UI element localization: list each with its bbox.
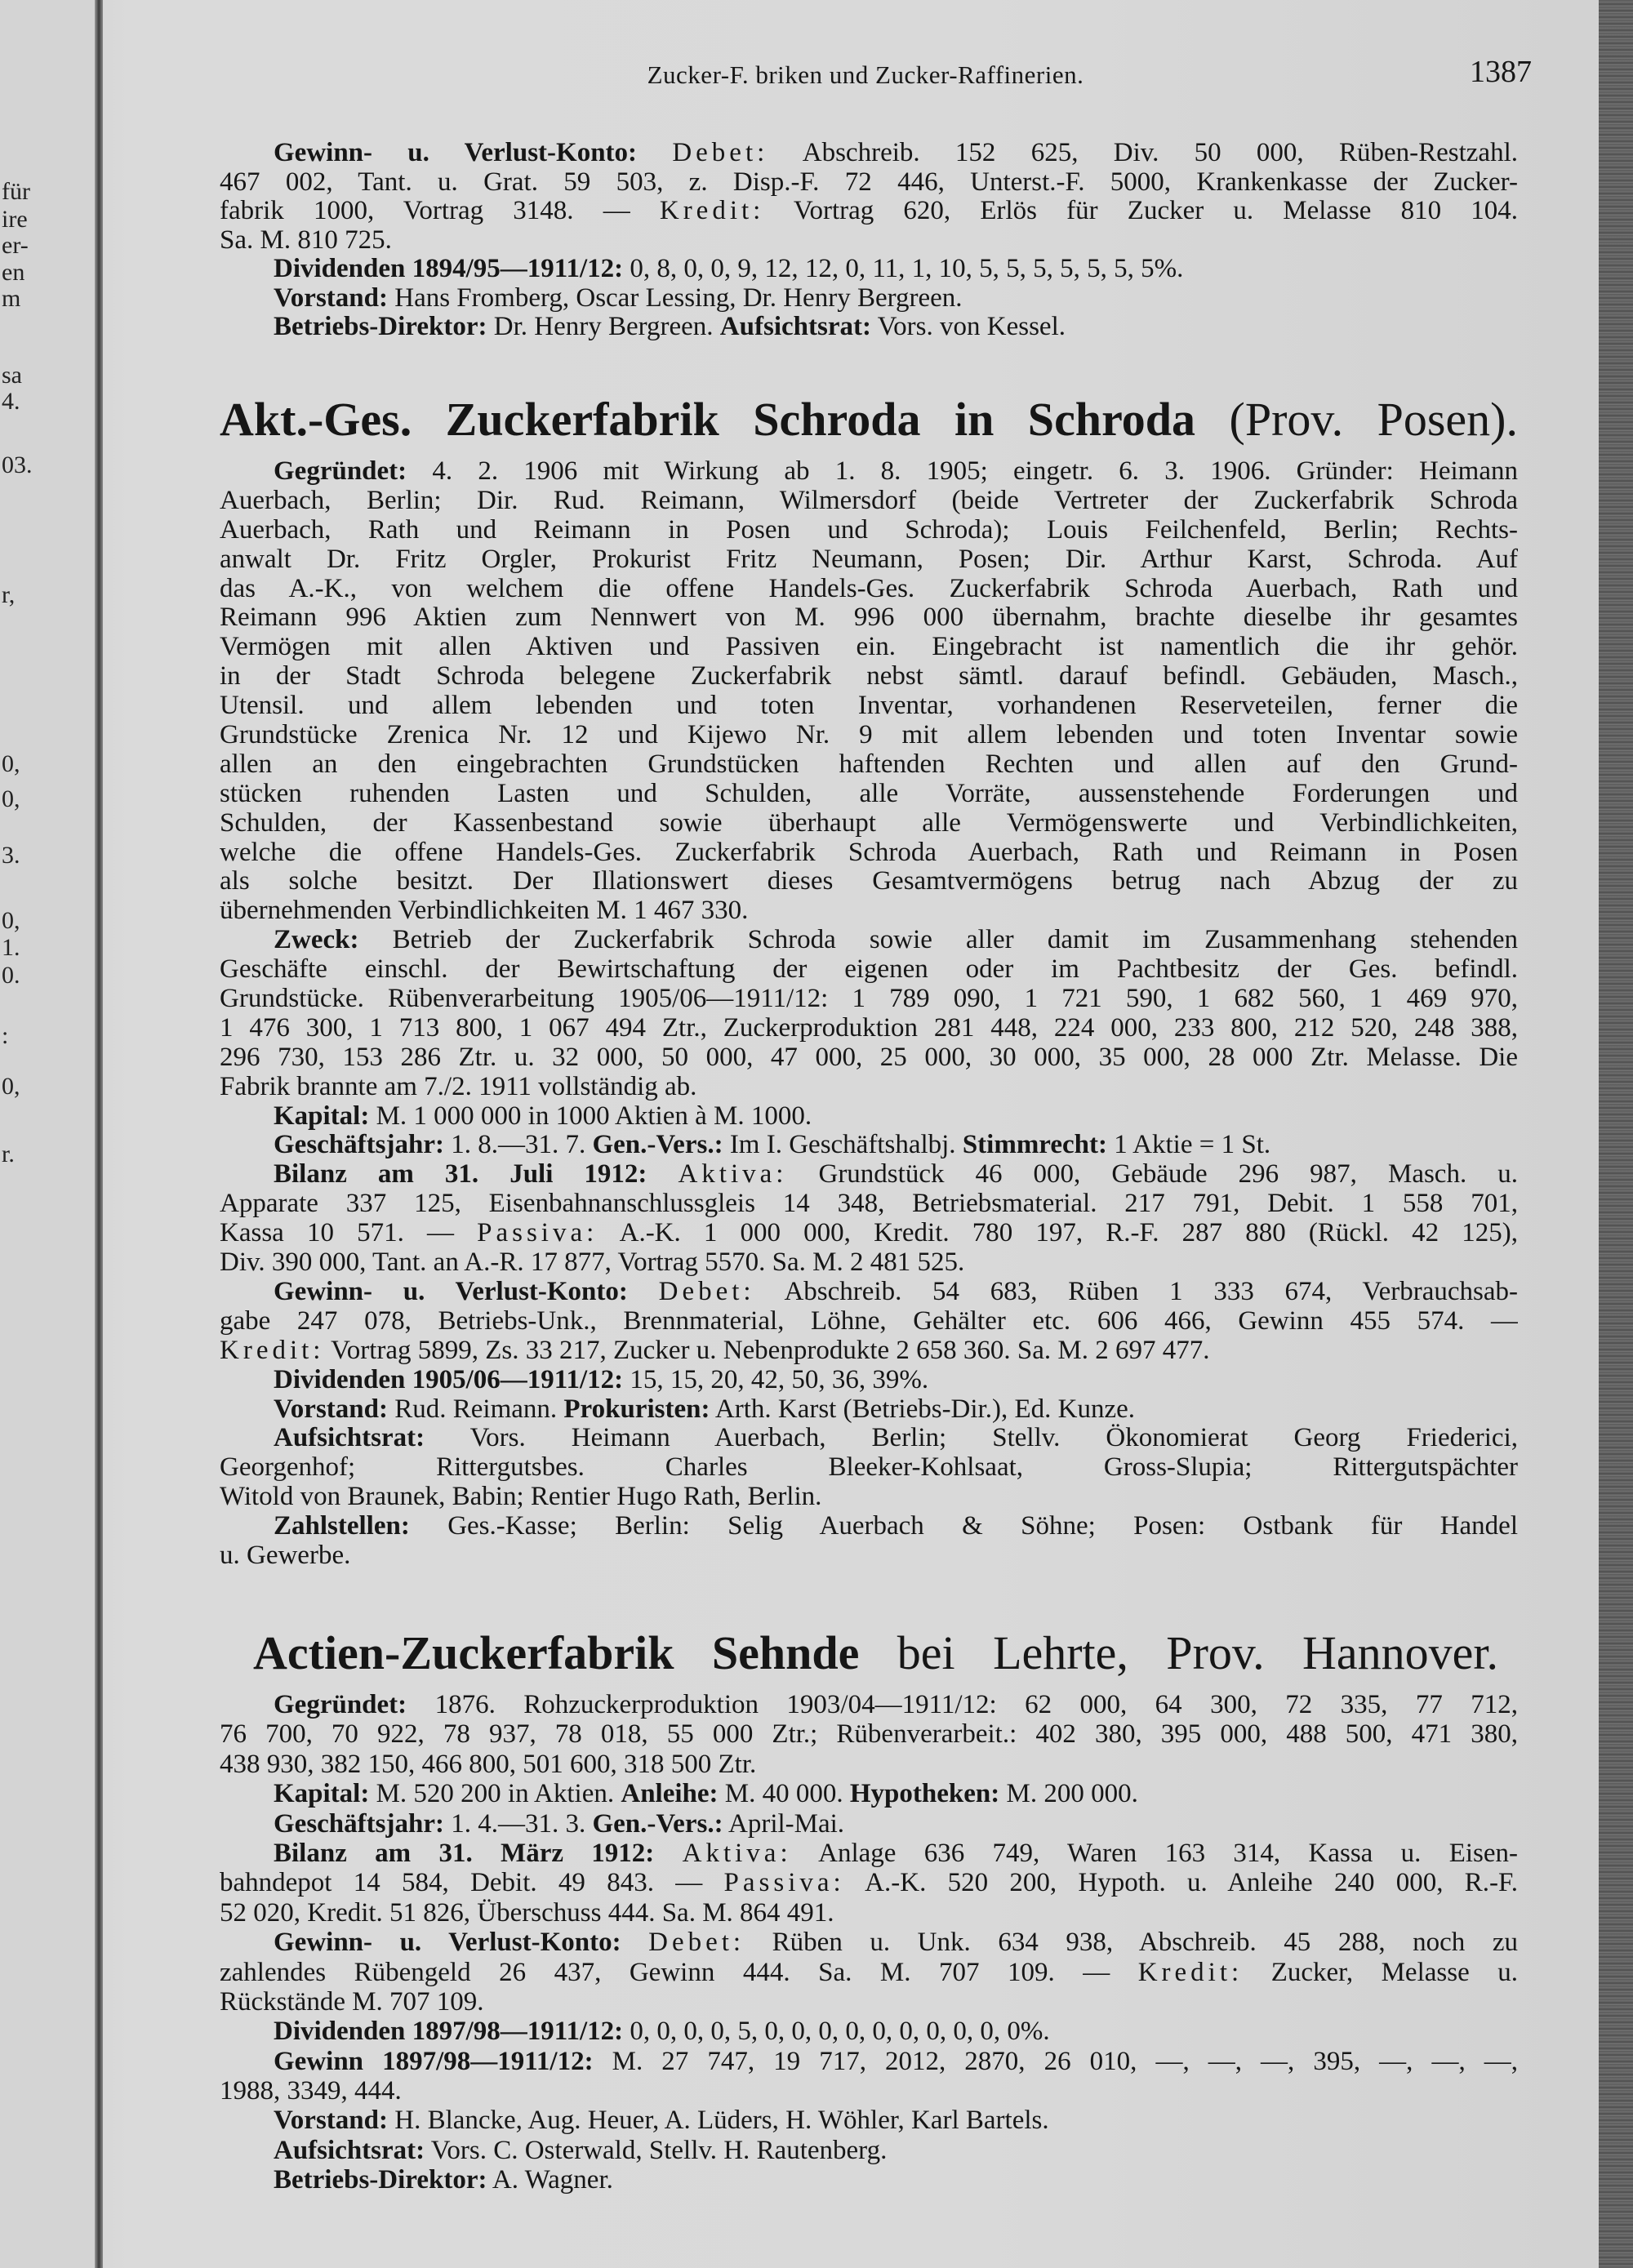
- facing-page-fragment: 0,: [2, 750, 20, 777]
- text-line: [220, 955, 1518, 985]
- text-line: [220, 603, 1518, 633]
- text-line: [220, 1102, 1518, 1132]
- text-line: [220, 926, 1518, 955]
- spaced-label: Aktiva:: [678, 1160, 788, 1190]
- field-text: [647, 1160, 678, 1189]
- entry-schroda: [220, 457, 1518, 1571]
- facing-page-fragment: 0.: [2, 962, 20, 989]
- spaced-label: Passiva:: [723, 1868, 845, 1898]
- text-line: [220, 809, 1518, 838]
- text-line: [220, 1190, 1518, 1219]
- field-text: 0, 8, 0, 0, 9, 12, 12, 0, 11, 1, 10, 5, 5, 5, 5, 5, 5, 5%.: [623, 254, 1184, 283]
- field-label: Dividenden 1897/98—1911/12:: [274, 2017, 624, 2047]
- field-text: Grundstücke. Rübenverarbeitung 1905/06—1911/12: 1 789 090, 1 721 590, 1 682 560, 1 469 970,: [220, 985, 1518, 1014]
- field-label: Gewinn- u. Verlust-Konto:: [274, 1928, 621, 1958]
- entry-title-name: Akt.-Ges. Zuckerfabrik Schroda in Schroda: [220, 393, 1196, 446]
- text-line: [220, 1483, 1518, 1512]
- field-text: das A.-K., von welchem die offene Handels-Ges. Zuckerfabrik Schroda Auerbach, Rath und: [220, 574, 1518, 603]
- field-text: [637, 139, 672, 167]
- text-line: [220, 197, 1518, 226]
- text-line: [220, 1898, 1518, 1928]
- text-line: [220, 867, 1518, 896]
- text-line: [220, 896, 1518, 926]
- field-text: bahndepot 14 584, Debit. 49 843. —: [220, 1868, 724, 1898]
- entry-title-location: (Prov. Posen).: [1195, 393, 1518, 446]
- text-line: [220, 1307, 1518, 1336]
- text-line: [220, 2165, 1518, 2195]
- text-line: [220, 1809, 1518, 1839]
- text-line: [220, 313, 1518, 342]
- spaced-label: Debet:: [672, 139, 769, 167]
- text-line: [220, 1366, 1518, 1395]
- field-text: 0, 0, 0, 0, 5, 0, 0, 0, 0, 0, 0, 0, 0, 0, 0%.: [623, 2017, 1050, 2047]
- previous-entry-continuation: [220, 139, 1518, 342]
- field-label: Stimmrecht:: [962, 1130, 1107, 1160]
- field-text: fabrik 1000, Vortrag 3148. —: [220, 197, 660, 225]
- text-line: [220, 1453, 1518, 1483]
- facing-page-fragment: 0,: [2, 1073, 20, 1100]
- text-line: [220, 662, 1518, 692]
- field-text: gabe 247 078, Betriebs-Unk., Brennmaterial, Löhne, Gehälter etc. 606 466, Gewinn 455 574. —: [220, 1306, 1518, 1336]
- facing-page-fragment: für: [2, 178, 30, 205]
- field-text: Vors. C. Osterwald, Stellv. H. Rautenberg.: [425, 2135, 888, 2165]
- field-text: 15, 15, 20, 42, 50, 36, 39%.: [623, 1364, 929, 1394]
- text-line: [220, 1750, 1518, 1779]
- field-text: Vortrag 5899, Zs. 33 217, Zucker u. Nebenprodukte 2 658 360. Sa. M. 2 697 477.: [324, 1335, 1210, 1365]
- field-text: 1. 8.—31. 7.: [443, 1130, 593, 1160]
- field-text: M. 40 000.: [718, 1779, 850, 1809]
- field-text: Vermögen mit allen Aktiven und Passiven ein. Eingebracht ist namentlich die ihr gehör.: [220, 633, 1518, 662]
- text-line: [220, 168, 1518, 198]
- field-text: Arth. Karst (Betriebs-Dir.), Ed. Kunze.: [710, 1394, 1135, 1424]
- field-label: Vorstand:: [274, 2106, 388, 2136]
- text-line: [220, 1336, 1518, 1366]
- field-text: 1988, 3349, 444.: [220, 2076, 402, 2106]
- field-label: Gegründet:: [274, 457, 407, 486]
- text-line: [220, 545, 1518, 575]
- field-label: Vorstand:: [274, 1394, 388, 1424]
- field-label: Gewinn 1897/98—1911/12:: [274, 2046, 594, 2076]
- field-text: anwalt Dr. Fritz Orgler, Prokurist Fritz Neumann, Posen; Dir. Arthur Karst, Schroda. Auf: [220, 545, 1518, 574]
- field-text: Grundstück 46 000, Gebäude 296 987, Masch. u.: [787, 1160, 1518, 1190]
- field-text: Auerbach, Berlin; Dir. Rud. Reimann, Wilmersdorf (beide Vertreter der Zuckerfabrik Schroda: [220, 486, 1518, 515]
- field-text: Hans Fromberg, Oscar Lessing, Dr. Henry Bergreen.: [387, 282, 963, 313]
- text-line: [220, 2106, 1518, 2135]
- field-text: Grundstücke Zrenica Nr. 12 und Kijewo Nr. 9 mit allem lebenden und toten Inventar sowie: [220, 721, 1518, 750]
- field-label: Gewinn- u. Verlust-Konto:: [274, 1277, 628, 1306]
- field-text: zahlendes Rübengeld 26 437, Gewinn 444. Sa. M. 707 109. —: [220, 1957, 1138, 1987]
- text-line: [220, 1868, 1518, 1897]
- field-text: Rüben u. Unk. 634 938, Abschreib. 45 288, noch zu: [745, 1928, 1518, 1958]
- field-label: Gen.-Vers.:: [592, 1130, 723, 1160]
- text-line: [220, 985, 1518, 1014]
- text-line: [220, 721, 1518, 750]
- field-text: stücken ruhenden Lasten und Schulden, alle Vorräte, aussenstehende Forderungen und: [220, 779, 1518, 808]
- page-edge: [1599, 0, 1633, 2268]
- field-text: Vors. Heimann Auerbach, Berlin; Stellv. Ökonomierat Georg Friederici,: [425, 1424, 1518, 1453]
- field-text: 76 700, 70 922, 78 937, 78 018, 55 000 Ztr.; Rübenverarbeit.: 402 380, 395 000, 488 500, 471 380,: [220, 1719, 1518, 1750]
- field-label: Hypotheken:: [849, 1779, 1000, 1809]
- field-text: Betrieb der Zuckerfabrik Schroda sowie aller damit im Zusammenhang stehenden: [358, 926, 1518, 955]
- field-text: Utensil. und allem lebenden und toten Inventar, vorhandenen Reserveteilen, ferner die: [220, 692, 1518, 721]
- field-label: Aufsichtsrat:: [719, 312, 871, 341]
- text-line: [220, 2136, 1518, 2165]
- field-text: 467 002, Tant. u. Grat. 59 503, z. Disp.-F. 72 446, Unterst.-F. 5000, Krankenkasse der Zucker-: [220, 167, 1518, 197]
- facing-page-fragment: 03.: [2, 451, 33, 478]
- field-label: Betriebs-Direktor:: [274, 312, 487, 341]
- running-title: Zucker-F. briken und Zucker-Raffinerien.: [647, 60, 1084, 89]
- field-label: Kapital:: [274, 1101, 370, 1131]
- field-text: Auerbach, Rath und Reimann in Posen und Schroda); Louis Feilchenfeld, Berlin; Rechts-: [220, 515, 1518, 545]
- facing-page-fragment: 0,: [2, 785, 20, 812]
- entry-title-schroda: [220, 391, 1518, 448]
- field-text: welche die offene Handels-Ges. Zuckerfabrik Schroda Auerbach, Rath und Reimann in Posen: [220, 838, 1518, 867]
- text-line: [220, 1541, 1518, 1571]
- field-text: [654, 1839, 682, 1868]
- book-fold: [95, 0, 103, 2268]
- field-text: Vortrag 620, Erlös für Zucker u. Melasse 810 104.: [764, 197, 1518, 225]
- text-line: [220, 1719, 1518, 1749]
- entry-title-location: bei Lehrte, Prov. Hannover.: [859, 1626, 1498, 1679]
- field-text: Ges.-Kasse; Berlin: Selig Auerbach & Söhne; Posen: Ostbank für Handel: [409, 1512, 1518, 1541]
- spaced-label: Passiva:: [477, 1219, 598, 1248]
- text-line: [220, 1219, 1518, 1248]
- spaced-label: Debet:: [648, 1928, 745, 1958]
- field-text: April-Mai.: [723, 1808, 845, 1839]
- text-line: [220, 516, 1518, 545]
- field-text: A.-K. 520 200, Hypoth. u. Anleihe 240 000, R.-F.: [844, 1868, 1518, 1898]
- field-label: Aufsichtsrat:: [274, 2135, 425, 2165]
- field-text: in der Stadt Schroda belegene Zuckerfabrik nebst sämtl. darauf befindl. Gebäuden, Masch.,: [220, 662, 1518, 692]
- field-text: Anlage 636 749, Waren 163 314, Kassa u. Eisen-: [791, 1838, 1518, 1868]
- text-line: [220, 838, 1518, 868]
- field-label: Gegründet:: [274, 1690, 407, 1719]
- facing-page-fragment: 4.: [2, 388, 20, 415]
- field-label: Kapital:: [274, 1779, 370, 1809]
- text-line: [220, 1958, 1518, 1987]
- text-line: [220, 2076, 1518, 2106]
- field-label: Gewinn- u. Verlust-Konto:: [274, 139, 638, 167]
- text-line: [220, 1043, 1518, 1073]
- field-text: Vors. von Kessel.: [870, 312, 1066, 341]
- field-text: u. Gewerbe.: [220, 1540, 351, 1570]
- text-line: [220, 1248, 1518, 1278]
- text-line: [220, 1690, 1518, 1719]
- entry-title-name: Actien-Zuckerfabrik Sehnde: [253, 1626, 860, 1679]
- facing-page-fragment: 1.: [2, 934, 20, 961]
- facing-page-fragment: er-: [2, 232, 29, 259]
- field-label: Aufsichtsrat:: [274, 1424, 425, 1453]
- facing-page-fragment: m: [2, 285, 21, 312]
- text-line: [220, 1395, 1518, 1425]
- spaced-label: Kredit:: [220, 1335, 325, 1365]
- previous-page-edge: [0, 0, 95, 2268]
- field-text: Abschreib. 54 683, Rüben 1 333 674, Verbrauchsab-: [754, 1277, 1518, 1306]
- field-label: Vorstand:: [274, 282, 388, 313]
- field-text: 438 930, 382 150, 466 800, 501 600, 318 500 Ztr.: [220, 1749, 757, 1779]
- text-line: [220, 1424, 1518, 1453]
- spaced-label: Aktiva:: [682, 1838, 792, 1868]
- field-text: Georgenhof; Rittergutsbes. Charles Bleeker-Kohlsaat, Gross-Slupia; Rittergutspächter: [220, 1453, 1518, 1483]
- field-text: Sa. M. 810 725.: [220, 225, 392, 255]
- field-text: 1 476 300, 1 713 800, 1 067 494 Ztr., Zuckerproduktion 281 448, 224 000, 233 800, 212 520, 248 388,: [220, 1013, 1518, 1043]
- field-text: [628, 1278, 659, 1306]
- field-label: Bilanz am 31. März 1912:: [274, 1838, 655, 1868]
- field-label: Anleihe:: [621, 1779, 719, 1809]
- spaced-label: Debet:: [658, 1277, 755, 1306]
- field-text: M. 1 000 000 in 1000 Aktien à M. 1000.: [369, 1101, 812, 1131]
- field-text: 1876. Rohzuckerproduktion 1903/04—1911/12: 62 000, 64 300, 72 335, 77 712,: [407, 1690, 1518, 1719]
- entry-title-sehnde: [253, 1625, 1498, 1682]
- field-label: Dividenden 1905/06—1911/12:: [274, 1364, 624, 1394]
- text-line: [220, 487, 1518, 516]
- field-label: Prokuristen:: [563, 1394, 710, 1424]
- text-line: [220, 575, 1518, 604]
- field-text: übernehmenden Verbindlichkeiten M. 1 467 330.: [220, 896, 749, 926]
- field-text: H. Blancke, Aug. Heuer, A. Lüders, H. Wöhler, Karl Bartels.: [387, 2106, 1049, 2136]
- field-text: Rud. Reimann.: [387, 1394, 564, 1424]
- text-line: [220, 1131, 1518, 1160]
- text-line: [220, 1928, 1518, 1957]
- field-label: Dividenden 1894/95—1911/12:: [274, 254, 624, 283]
- spaced-label: Kredit:: [1137, 1957, 1244, 1987]
- field-text: Geschäfte einschl. der Bewirtschaftung der eigenen oder im Pachtbesitz der Ges. befindl.: [220, 955, 1518, 985]
- facing-page-fragment: ire: [2, 206, 28, 233]
- field-text: A. Wagner.: [487, 2165, 613, 2195]
- text-line: [220, 457, 1518, 487]
- field-text: Fabrik brannte am 7./2. 1911 vollständig ab.: [220, 1071, 697, 1101]
- field-text: Im I. Geschäftshalbj.: [723, 1130, 963, 1160]
- field-text: Dr. Henry Bergreen.: [487, 312, 720, 341]
- text-line: [220, 139, 1518, 168]
- field-text: Rückstände M. 707 109.: [220, 1986, 484, 2017]
- field-text: 1 Aktie = 1 St.: [1106, 1130, 1271, 1160]
- facing-page-fragment: :: [2, 1022, 9, 1049]
- text-line: [220, 284, 1518, 314]
- text-line: [220, 255, 1518, 284]
- spaced-label: Kredit:: [659, 197, 765, 225]
- text-line: [220, 1987, 1518, 2017]
- facing-page-fragment: en: [2, 259, 25, 286]
- text-line: [220, 2047, 1518, 2076]
- field-label: Bilanz am 31. Juli 1912:: [274, 1160, 647, 1190]
- text-line: [220, 1160, 1518, 1190]
- field-label: Gen.-Vers.:: [592, 1808, 723, 1839]
- field-text: Reimann 996 Aktien zum Nennwert von M. 996 000 übernahm, brachte dieselbe ihr gesamtes: [220, 603, 1518, 633]
- facing-page-fragment: sa: [2, 362, 22, 389]
- text-line: [220, 226, 1518, 256]
- field-text: Schulden, der Kassenbestand sowie überhaupt alle Vermögenswerte und Verbindlichkeiten,: [220, 808, 1518, 838]
- field-text: 52 020, Kredit. 51 826, Überschuss 444. Sa. M. 864 491.: [220, 1897, 834, 1928]
- facing-page-fragment: r,: [2, 581, 16, 608]
- text-line: [220, 780, 1518, 809]
- field-text: als solche besitzt. Der Illationswert dieses Gesamtvermögens betrug nach Abzug der zu: [220, 867, 1518, 896]
- text-line: [220, 750, 1518, 780]
- text-line: [220, 1278, 1518, 1307]
- field-label: Geschäftsjahr:: [274, 1808, 444, 1839]
- facing-page-fragment: 3.: [2, 842, 20, 869]
- text-line: [220, 1512, 1518, 1541]
- facing-page-fragment: r.: [2, 1141, 15, 1167]
- field-label: Geschäftsjahr:: [274, 1130, 444, 1160]
- field-label: Betriebs-Direktor:: [274, 2165, 487, 2195]
- field-text: M. 520 200 in Aktien.: [369, 1779, 621, 1809]
- field-text: Abschreib. 152 625, Div. 50 000, Rüben-Restzahl.: [768, 139, 1518, 167]
- field-text: allen an den eingebrachten Grundstücken haftenden Rechten und allen auf den Grund-: [220, 749, 1518, 779]
- text-line: [220, 2017, 1518, 2046]
- field-text: M. 27 747, 19 717, 2012, 2870, 26 010, —, —, —, 395, —, —, —,: [593, 2046, 1518, 2076]
- text-line: [220, 1073, 1518, 1102]
- field-text: M. 200 000.: [999, 1779, 1138, 1809]
- field-label: Zahlstellen:: [274, 1512, 410, 1541]
- field-text: Kassa 10 571. —: [220, 1219, 478, 1248]
- entry-sehnde: [220, 1690, 1518, 2195]
- field-text: Div. 390 000, Tant. an A.-R. 17 877, Vortrag 5570. Sa. M. 2 481 525.: [220, 1247, 965, 1278]
- field-text: Witold von Braunek, Babin; Rentier Hugo Rath, Berlin.: [220, 1482, 822, 1512]
- text-line: [220, 633, 1518, 662]
- page-number: 1387: [1470, 55, 1532, 89]
- field-text: A.-K. 1 000 000, Kredit. 780 197, R.-F. 287 880 (Rückl. 42 125),: [598, 1219, 1518, 1248]
- text-line: [220, 1839, 1518, 1868]
- text-line: [220, 1779, 1518, 1808]
- text-line: [220, 1014, 1518, 1043]
- field-text: Zucker, Melasse u.: [1243, 1957, 1518, 1987]
- field-text: Apparate 337 125, Eisenbahnanschlussgleis 14 348, Betriebsmaterial. 217 791, Debit. 1 558 701,: [220, 1190, 1518, 1219]
- field-label: Zweck:: [274, 926, 359, 955]
- field-text: 1. 4.—31. 3.: [443, 1808, 593, 1839]
- field-text: 296 730, 153 286 Ztr. u. 32 000, 50 000, 47 000, 25 000, 30 000, 35 000, 28 000 Ztr. Melasse. Die: [220, 1043, 1518, 1072]
- field-text: 4. 2. 1906 mit Wirkung ab 1. 8. 1905; eingetr. 6. 3. 1906. Gründer: Heimann: [407, 457, 1518, 486]
- field-text: [621, 1928, 649, 1957]
- text-line: [220, 692, 1518, 721]
- facing-page-fragment: 0,: [2, 907, 20, 934]
